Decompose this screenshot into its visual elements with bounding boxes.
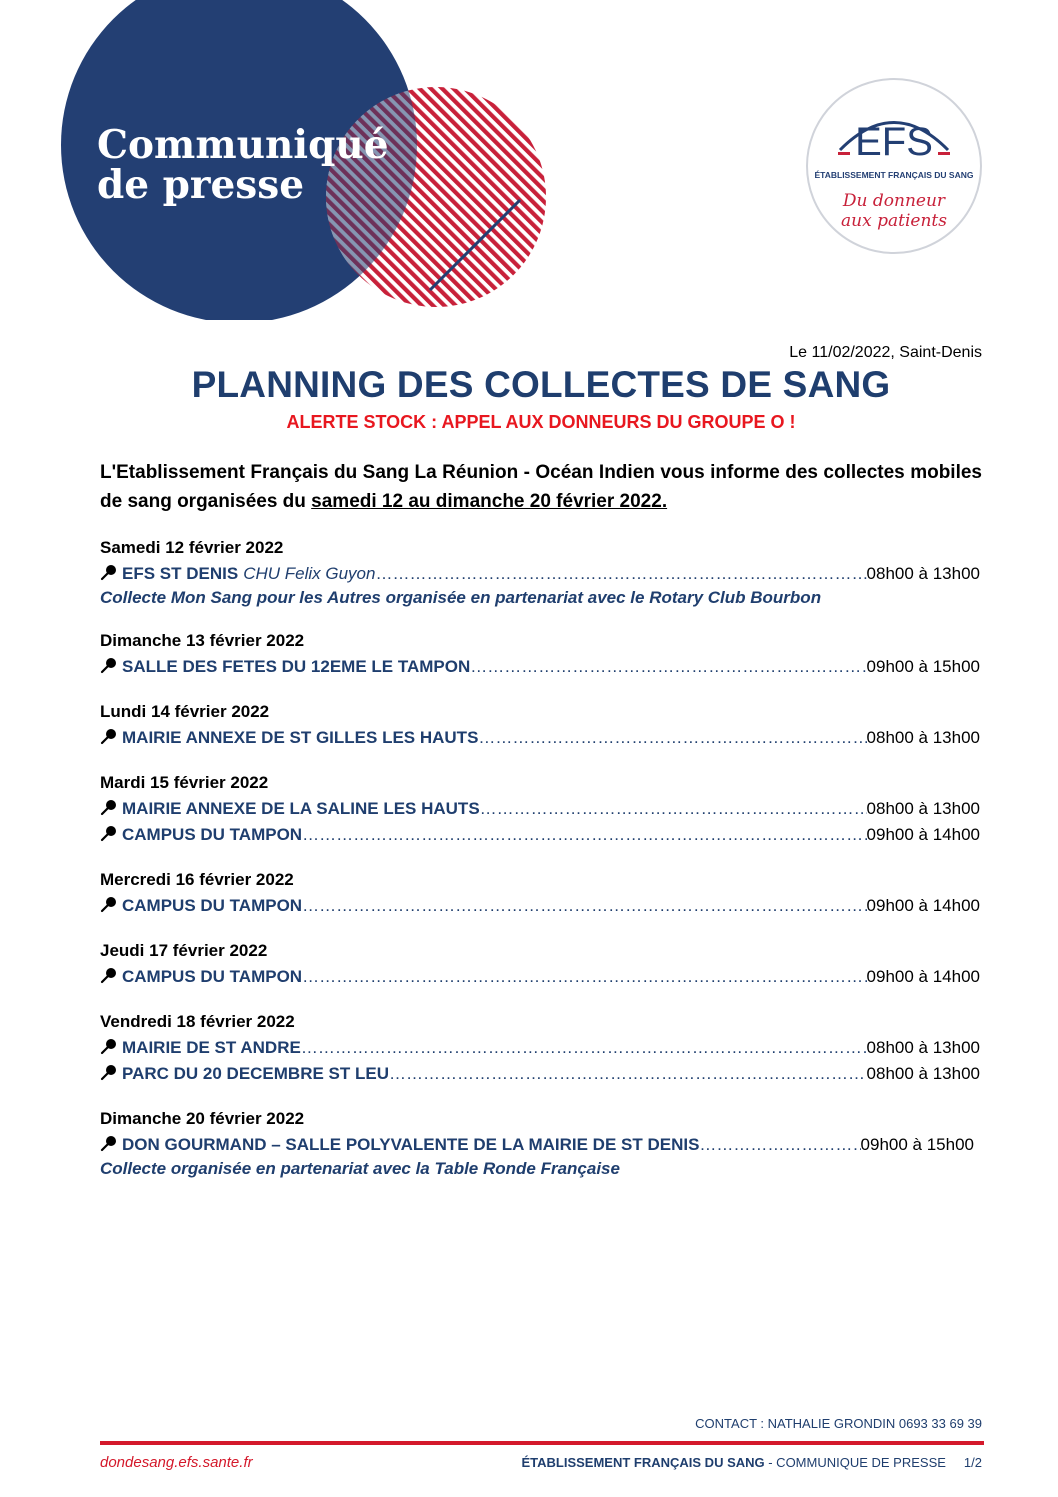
location-name: CAMPUS DU TAMPON	[122, 825, 303, 844]
footer-org: ÉTABLISSEMENT FRANÇAIS DU SANG	[521, 1455, 765, 1470]
footer-doc-type: - COMMUNIQUE DE PRESSE	[764, 1455, 946, 1470]
efs-logo	[807, 79, 981, 253]
map-pin-icon	[100, 1064, 122, 1084]
location-name: CAMPUS DU TAMPON	[122, 967, 303, 986]
dot-leader	[375, 564, 866, 584]
day-heading: Dimanche 20 février 2022	[100, 1109, 305, 1128]
time-range: 08h00 à 13h00	[866, 799, 980, 818]
location-name: MAIRIE ANNEXE DE ST GILLES LES HAUTS	[122, 728, 479, 747]
location-name: PARC DU 20 DECEMBRE ST LEU	[122, 1064, 389, 1083]
time-range: 09h00 à 14h00	[866, 825, 980, 844]
time-range: 08h00 à 13h00	[866, 1038, 980, 1057]
location-name: CAMPUS DU TAMPON	[122, 896, 303, 915]
time-range: 08h00 à 13h00	[866, 1064, 980, 1083]
date-line: Le 11/02/2022, Saint-Denis	[789, 344, 982, 361]
intro-text: L'Etablissement Français du Sang La Réunion - Océan Indien vous informe des collectes mobiles de sang organisées du	[100, 462, 982, 512]
map-pin-icon	[100, 967, 122, 987]
map-pin-icon	[100, 1038, 122, 1058]
location-name: MAIRIE DE ST ANDRE	[122, 1038, 301, 1057]
svg-text:ÉTABLISSEMENT FRANÇAIS DU SANG: ÉTABLISSEMENT FRANÇAIS DU SANG	[814, 170, 974, 180]
dot-leader	[302, 825, 866, 845]
dot-leader	[480, 799, 867, 819]
collection-entry	[100, 1038, 980, 1058]
intro-paragraph	[100, 458, 982, 516]
location-name: DON GOURMAND – SALLE POLYVALENTE DE LA MAIRIE DE ST DENIS	[122, 1135, 700, 1154]
day-heading: Dimanche 13 février 2022	[100, 631, 305, 650]
footer-info	[440, 1455, 982, 1470]
day-heading: Lundi 14 février 2022	[100, 702, 270, 721]
dot-leader	[389, 1064, 867, 1084]
time-range: 09h00 à 15h00	[866, 657, 980, 676]
map-pin-icon	[100, 799, 122, 819]
map-pin-icon	[100, 896, 122, 916]
collection-entry	[100, 657, 980, 677]
map-pin-icon	[100, 1135, 122, 1155]
svg-text:EFS: EFS	[855, 120, 933, 164]
alert-subtitle: ALERTE STOCK : APPEL AUX DONNEURS DU GROUPE O !	[286, 412, 796, 432]
day-heading: Mardi 15 février 2022	[100, 773, 269, 792]
collection-entry	[100, 728, 980, 748]
dot-leader	[478, 728, 866, 748]
collection-entry	[100, 1064, 980, 1084]
day-heading: Vendredi 18 février 2022	[100, 1012, 295, 1031]
dot-leader	[302, 967, 866, 987]
collection-entry	[100, 1135, 974, 1155]
page-title: PLANNING DES COLLECTES DE SANG	[191, 364, 891, 405]
svg-text:aux patients: aux patients	[841, 211, 947, 231]
sublocation-name: CHU Felix Guyon	[243, 564, 376, 583]
de-presse-title: de presse	[97, 162, 305, 208]
footer-rule	[100, 1441, 984, 1445]
website-link[interactable]: dondesang.efs.sante.fr	[100, 1454, 253, 1471]
time-range: 09h00 à 15h00	[860, 1135, 974, 1154]
contact-line: CONTACT : NATHALIE GRONDIN 0693 33 69 39	[695, 1416, 982, 1431]
communique-title: Communiqué	[97, 122, 389, 168]
time-range: 08h00 à 13h00	[866, 728, 980, 747]
time-range: 08h00 à 13h00	[866, 564, 980, 583]
map-pin-icon	[100, 825, 122, 845]
time-range: 09h00 à 14h00	[866, 967, 980, 986]
location-name: EFS ST DENIS	[122, 564, 239, 583]
location-name: SALLE DES FETES DU 12EME LE TAMPON	[122, 657, 471, 676]
collection-entry	[100, 564, 980, 584]
header-graphic	[0, 0, 1058, 320]
collection-note: Collecte organisée en partenariat avec la Table Ronde Française	[100, 1159, 620, 1178]
day-heading: Samedi 12 février 2022	[100, 538, 284, 557]
map-pin-icon	[100, 564, 122, 584]
map-pin-icon	[100, 728, 122, 748]
dot-leader	[470, 657, 866, 677]
collection-entry	[100, 799, 980, 819]
intro-dates: samedi 12 au dimanche 20 février 2022.	[311, 491, 668, 512]
day-heading: Jeudi 17 février 2022	[100, 941, 268, 960]
time-range: 09h00 à 14h00	[866, 896, 980, 915]
day-heading: Mercredi 16 février 2022	[100, 870, 294, 889]
collection-entry	[100, 825, 980, 845]
map-pin-icon	[100, 657, 122, 677]
location-name: MAIRIE ANNEXE DE LA SALINE LES HAUTS	[122, 799, 480, 818]
svg-text:Du donneur: Du donneur	[842, 191, 946, 211]
page-number: 1/2	[963, 1455, 982, 1470]
collection-entry	[100, 967, 980, 987]
collection-note: Collecte Mon Sang pour les Autres organisée en partenariat avec le Rotary Club Bourbon	[100, 588, 822, 607]
dot-leader	[699, 1135, 860, 1155]
collection-entry	[100, 896, 980, 916]
dot-leader	[302, 896, 866, 916]
dot-leader	[301, 1038, 867, 1058]
